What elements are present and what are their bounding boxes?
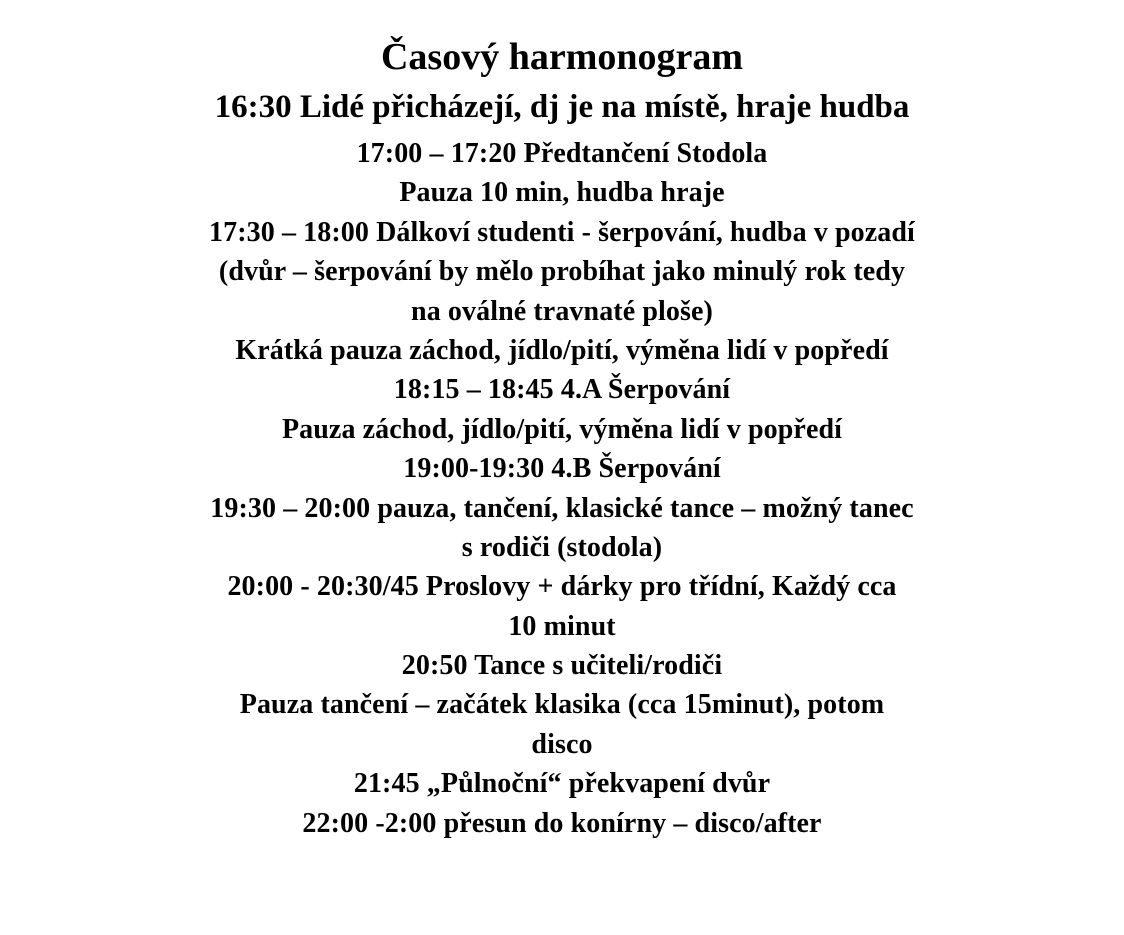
schedule-line: 17:30 – 18:00 Dálkoví studenti - šerpování, hudba v pozadí: [209, 216, 915, 248]
schedule-line: 20:50 Tance s učiteli/rodiči: [401, 650, 723, 682]
schedule-line: Krátká pauza záchod, jídlo/pití, výměna lidí v popředí: [235, 334, 889, 366]
schedule-line: Pauza tančení – začátek klasika (cca 15minut), potom: [239, 689, 885, 721]
document-title: Časový harmonogram: [380, 36, 744, 78]
schedule-line: 20:00 - 20:30/45 Proslovy + dárky pro třídní, Každý cca: [227, 571, 897, 603]
schedule-line: 21:45 „Půlnoční“ překvapení dvůr: [353, 768, 771, 800]
schedule-line: 19:00-19:30 4.B Šerpování: [403, 453, 721, 485]
schedule-line: Pauza 10 min, hudba hraje: [399, 177, 725, 209]
schedule-line: disco: [531, 728, 593, 760]
schedule-line: 22:00 -2:00 přesun do konírny – disco/after: [302, 807, 822, 839]
schedule-line: 10 minut: [508, 610, 616, 642]
schedule-line: s rodiči (stodola): [461, 531, 663, 563]
opening-line: 16:30 Lidé přicházejí, dj je na místě, hraje hudba: [214, 89, 910, 125]
schedule-line: 18:15 – 18:45 4.A Šerpování: [393, 374, 731, 406]
schedule-line: (dvůr – šerpování by mělo probíhat jako minulý rok tedy: [218, 256, 906, 288]
schedule-line: 19:30 – 20:00 pauza, tančení, klasické tance – možný tanec: [210, 492, 914, 524]
schedule-line: Pauza záchod, jídlo/pití, výměna lidí v popředí: [281, 413, 843, 445]
schedule-line: 17:00 – 17:20 Předtančení Stodola: [356, 138, 768, 169]
schedule-line: na oválné travnaté ploše): [411, 295, 713, 327]
schedule-list: [0, 134, 1124, 843]
